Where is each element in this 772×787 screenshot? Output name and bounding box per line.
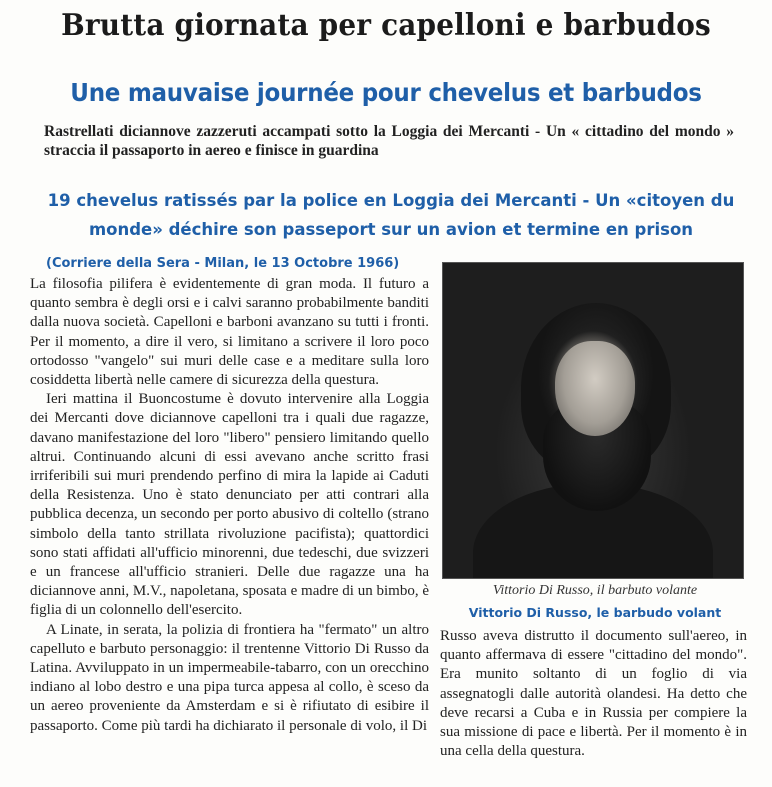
article-column-left bbox=[30, 275, 429, 736]
headline-italian: Brutta giornata per capelloni e barbudos bbox=[61, 8, 711, 43]
photo-caption-italian: Vittorio Di Russo, il barbuto volante bbox=[492, 583, 698, 598]
article-column-right bbox=[440, 627, 747, 761]
subtitle-italian: Rastrellati diciannove zazzeruti accampati sotto la Loggia dei Mercanti - Un « cittadino del mondo » straccia il passaporto in aereo e finisce in guardina bbox=[44, 123, 734, 159]
article-paragraph-4: Russo aveva distrutto il documento sull'aereo, in quanto affermava di essere "cittadino del mondo". Era munito soltanto di un foglio di via assegnatogli dalle autorità olandesi. Ha detto che deve recarsi a Cuba e in Russia per compiere la sua missione di pace e libertà. Per il momento è in una cella della questura. bbox=[440, 628, 747, 760]
article-paragraph-2: Ieri mattina il Buoncostume è dovuto intervenire alla Loggia dei Mercanti dove diciannove capelloni tra i quali due ragazze, davano manifestazione del loro "libero" pensiero limitando quello altrui. Continuando alcuni di essi avevano anche scritto frasi irriferibili sui muri prendendo perfino di mira la lapide ai Caduti della Resistenza. Uno è stato denunciato per atti contrari alla pubblica decenza, un secondo per porto abusivo di coltello (strano simbolo della tanto strillata rivoluzione pacifista); quattordici sono stati affidati all'ufficio minorenni, due tedeschi, due svizzeri e un francese all'ufficio stranieri. Delle due ragazze una ha diciannove anni, M.V., napoletana, sposata e madre di un bimbo, è figlia di un colonnello dell'esercito. bbox=[30, 391, 429, 619]
article-paragraph-1: La filosofia pilifera è evidentemente di gran moda. Il futuro a quanto sembra è degli orsi e i calvi saranno probabilmente banditi dalla nuova società. Capelloni e barboni avanzano su tutti i fronti. Per il momento, a dire il vero, si limitano a scrivere il loro poco ortodosso "vangelo" sui muri delle case e a meditare sulla loro cosiddetta libertà nelle camere di sicurezza della questura. bbox=[30, 276, 429, 389]
source-citation: (Corriere della Sera - Milan, le 13 Octobre 1966) bbox=[46, 256, 400, 271]
subtitle-french-translation: 19 chevelus ratissés par la police en Loggia dei Mercanti - Un «citoyen du monde» déchire son passeport sur un avion et termine en prison bbox=[47, 191, 735, 239]
article-paragraph-3: A Linate, in serata, la polizia di frontiera ha "fermato" un altro capelluto e barbuto personaggio: il trentenne Vittorio Di Russo da Latina. Avviluppato in un impermeabile-tabarro, con un orecchino indiano al lobo destro e una pipa turca appesa al collo, è sceso da un aereo proveniente da Amsterdam e si è rifiutato di esibire il passaporto. Come più tardi ha dichiarato il personale di volo, il Di bbox=[30, 621, 429, 734]
photo-face-shape bbox=[555, 341, 635, 436]
headline-french-translation: Une mauvaise journée pour chevelus et barbudos bbox=[70, 78, 702, 107]
portrait-photo bbox=[442, 262, 744, 579]
photo-caption-french: Vittorio Di Russo, le barbudo volant bbox=[468, 605, 722, 620]
